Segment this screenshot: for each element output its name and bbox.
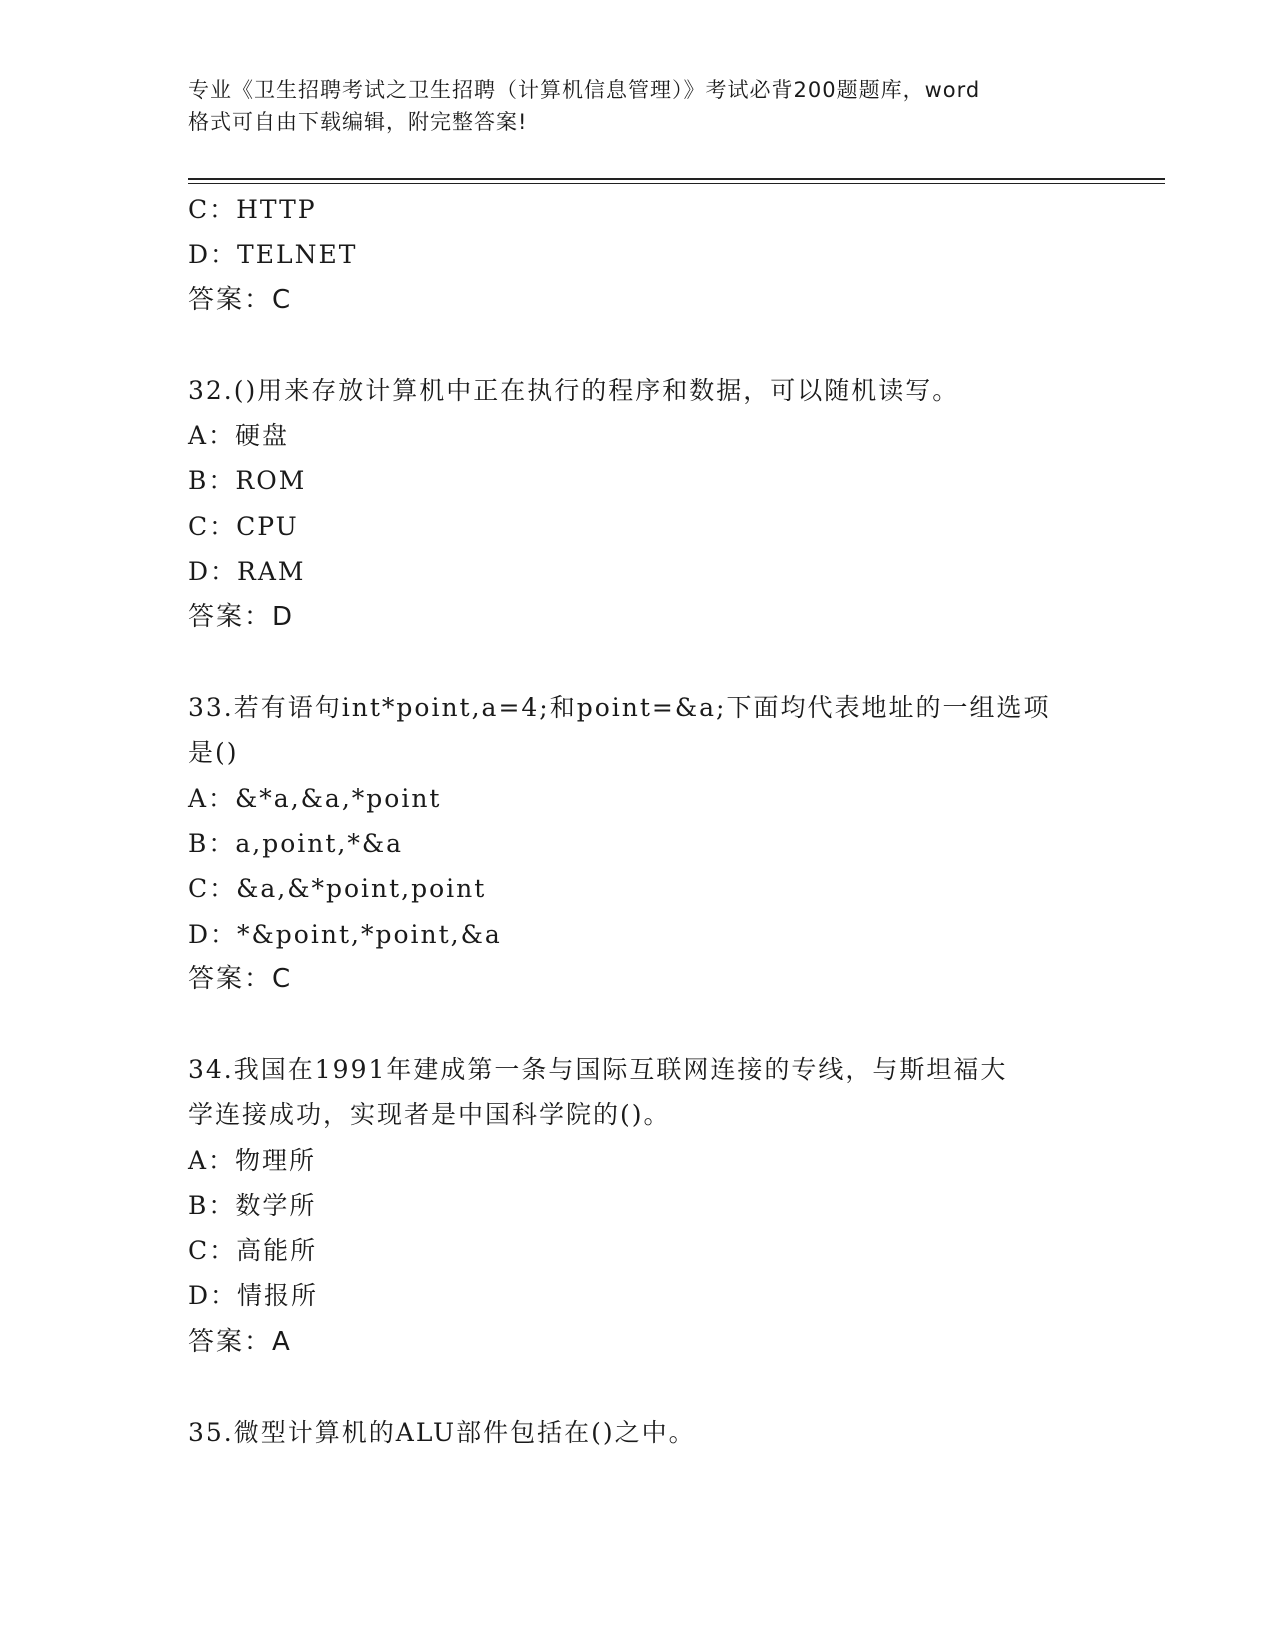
q34-option-d: D：情报所 bbox=[188, 1281, 319, 1310]
q31-option-d: D：TELNET bbox=[188, 240, 358, 269]
q32-answer: 答案：D bbox=[188, 602, 295, 632]
header-line-2: 格式可自由下载编辑，附完整答案! bbox=[188, 110, 528, 134]
q33-stem-line-2: 是() bbox=[188, 738, 239, 767]
q34-option-a: A：物理所 bbox=[188, 1146, 317, 1175]
q35-stem: 35.微型计算机的ALU部件包括在()之中。 bbox=[188, 1418, 696, 1447]
header-divider-thick bbox=[188, 178, 1165, 180]
header-line-1: 专业《卫生招聘考试之卫生招聘（计算机信息管理）》考试必背200题题库，word bbox=[188, 78, 981, 102]
q32-option-d: D：RAM bbox=[188, 557, 306, 586]
q32-option-a: A：硬盘 bbox=[188, 421, 290, 450]
header-divider-thin bbox=[188, 183, 1165, 184]
q33-stem-line-1: 33.若有语句int*point,a=4;和point=&a;下面均代表地址的一组选项 bbox=[188, 693, 1051, 722]
q31-option-c: C：HTTP bbox=[188, 195, 317, 224]
q34-answer: 答案：A bbox=[188, 1327, 292, 1357]
q33-answer: 答案：C bbox=[188, 964, 293, 994]
document-header bbox=[188, 74, 1088, 138]
q34-stem-line-2: 学连接成功，实现者是中国科学院的()。 bbox=[188, 1100, 671, 1129]
q31-answer: 答案：C bbox=[188, 285, 293, 315]
q32-stem: 32.()用来存放计算机中正在执行的程序和数据，可以随机读写。 bbox=[188, 376, 960, 405]
q33-option-b: B：a,point,*&a bbox=[188, 829, 404, 858]
q34-option-c: C：高能所 bbox=[188, 1236, 318, 1265]
q32-option-b: B：ROM bbox=[188, 466, 307, 495]
q33-option-d: D：*&point,*point,&a bbox=[188, 920, 502, 949]
q32-option-c: C：CPU bbox=[188, 512, 299, 541]
q33-option-a: A：&*a,&a,*point bbox=[188, 784, 442, 813]
q34-option-b: B：数学所 bbox=[188, 1191, 317, 1220]
q33-option-c: C：&a,&*point,point bbox=[188, 874, 487, 903]
q34-stem-line-1: 34.我国在1991年建成第一条与国际互联网连接的专线，与斯坦福大 bbox=[188, 1055, 1008, 1084]
